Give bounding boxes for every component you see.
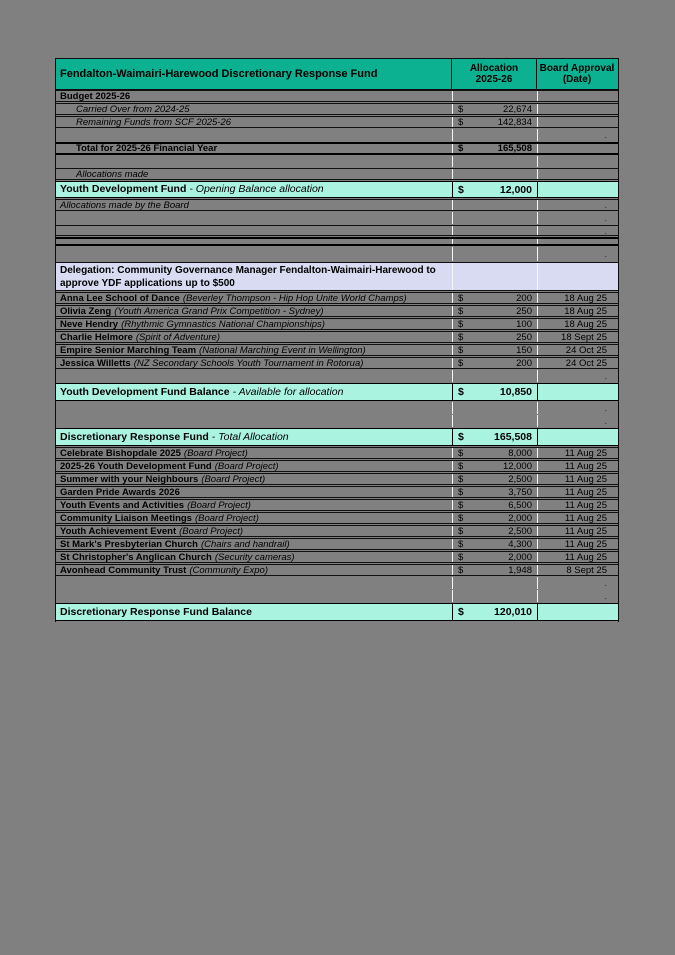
currency-symbol: $: [458, 293, 464, 303]
cell-approval-date[interactable]: [537, 319, 618, 329]
cell-description[interactable]: [56, 474, 452, 484]
description-italic-text: (Board Project): [201, 474, 266, 484]
cell-allocation-amount[interactable]: [452, 461, 537, 471]
cell-description[interactable]: [56, 415, 452, 427]
cell-artifact-dot: .: [604, 200, 607, 210]
cell-description[interactable]: [56, 104, 452, 114]
cell-approval-date[interactable]: [537, 239, 618, 244]
cell-description[interactable]: [56, 129, 452, 141]
row-grant: [56, 305, 618, 317]
cell-allocation-amount[interactable]: [452, 429, 537, 445]
cell-allocation-amount[interactable]: [452, 604, 537, 620]
cell-approval-date[interactable]: [537, 293, 618, 303]
cell-approval-date[interactable]: [537, 415, 618, 427]
allocation-value: 200: [516, 293, 532, 303]
description-italic-text: (Beverley Thompson - Hip Hop Unite World Champs): [182, 293, 407, 303]
cell-description[interactable]: [56, 526, 452, 536]
allocation-value: 12,000: [502, 461, 532, 471]
row-blank: [56, 577, 618, 589]
cell-description[interactable]: [56, 306, 452, 316]
description-bold-text: Jessica Willetts: [60, 358, 131, 368]
row-grant: [56, 551, 618, 563]
row-drf-balance: [56, 603, 618, 621]
table-header-row: [56, 58, 618, 90]
cell-allocation-amount[interactable]: [452, 552, 537, 562]
cell-description[interactable]: [56, 500, 452, 510]
cell-allocation-amount[interactable]: [452, 358, 537, 368]
cell-description[interactable]: [56, 370, 452, 382]
cell-approval-date[interactable]: [537, 474, 618, 484]
description-italic-text: (Security cameras): [214, 552, 295, 562]
allocation-value: 142,834: [497, 117, 532, 127]
cell-allocation-amount[interactable]: [452, 212, 537, 224]
description-italic-text: (Board Project): [194, 513, 259, 523]
description-bold-text: Celebrate Bishopdale 2025: [60, 448, 181, 458]
cell-description[interactable]: [56, 182, 452, 197]
cell-approval-date[interactable]: [537, 91, 618, 101]
cell-approval-date[interactable]: [537, 306, 618, 316]
header-cell-board-approval[interactable]: [536, 59, 617, 89]
description-italic-text: (Rhythmic Gymnastics National Championships): [121, 319, 325, 329]
currency-symbol: $: [458, 539, 464, 549]
currency-symbol: $: [458, 117, 464, 127]
cell-description[interactable]: [56, 513, 452, 523]
cell-description[interactable]: [56, 319, 452, 329]
cell-artifact-dot: .: [604, 578, 607, 588]
description-bold-text: Total for 2025-26 Financial Year: [76, 144, 218, 153]
row-blank: [56, 415, 618, 427]
cell-allocation-amount[interactable]: [452, 263, 537, 290]
cell-description[interactable]: [56, 604, 452, 620]
cell-allocation-amount[interactable]: [452, 332, 537, 342]
cell-approval-date[interactable]: [537, 487, 618, 497]
allocation-value: 12,000: [499, 183, 532, 196]
row-blank: [56, 129, 618, 141]
approval-date-value: 11 Aug 25: [564, 526, 607, 536]
currency-symbol: $: [458, 500, 464, 510]
cell-description[interactable]: [56, 429, 452, 445]
cell-artifact-dot: .: [604, 249, 607, 259]
approval-date-value: 24 Oct 25: [565, 345, 607, 355]
cell-description[interactable]: [56, 200, 452, 210]
row-allocations-made: [56, 168, 618, 180]
cell-allocation-amount[interactable]: [452, 91, 537, 101]
currency-symbol: $: [458, 487, 464, 497]
cell-approval-date[interactable]: [537, 539, 618, 549]
row-blank: [56, 247, 618, 261]
cell-approval-date[interactable]: [537, 448, 618, 458]
cell-artifact-dot: .: [604, 213, 607, 223]
cell-approval-date[interactable]: [537, 263, 618, 290]
cell-description[interactable]: [56, 590, 452, 602]
description-bold-text: Summer with your Neighbours: [60, 474, 199, 484]
allocation-value: 150: [516, 345, 532, 355]
row-blank: [56, 212, 618, 224]
approval-date-value: 11 Aug 25: [564, 513, 607, 523]
cell-allocation-amount[interactable]: [452, 117, 537, 127]
cell-approval-date[interactable]: [537, 332, 618, 342]
cell-description[interactable]: [56, 565, 452, 575]
cell-allocation-amount[interactable]: [452, 169, 537, 179]
cell-description[interactable]: [56, 293, 452, 303]
row-carried-over: [56, 103, 618, 115]
cell-description[interactable]: [56, 263, 452, 290]
cell-approval-date[interactable]: [537, 169, 618, 179]
approval-date-value: 11 Aug 25: [564, 461, 607, 471]
cell-approval-date[interactable]: [537, 370, 618, 382]
currency-symbol: $: [458, 306, 464, 316]
cell-description[interactable]: [56, 539, 452, 549]
description-bold-text: Budget 2025-26: [60, 91, 131, 101]
cell-artifact-dot: .: [604, 239, 607, 244]
cell-approval-date[interactable]: [537, 461, 618, 471]
cell-allocation-amount[interactable]: [452, 487, 537, 497]
cell-allocation-amount[interactable]: [452, 513, 537, 523]
description-bold-text: St Christopher's Anglican Church: [60, 552, 212, 562]
description-italic-text: (Community Expo): [189, 565, 268, 575]
currency-symbol: $: [458, 474, 464, 484]
row-grant: [56, 331, 618, 343]
description-bold-text: St Mark's Presbyterian Church: [60, 539, 198, 549]
currency-symbol: $: [458, 565, 464, 575]
row-grant: [56, 486, 618, 498]
row-grant: [56, 447, 618, 459]
currency-symbol: $: [458, 183, 464, 196]
row-grant: [56, 499, 618, 511]
description-bold-text: Youth Development Fund: [60, 183, 187, 195]
allocation-value: 165,508: [497, 144, 532, 153]
approval-date-value: 24 Oct 25: [565, 358, 607, 368]
cell-description[interactable]: [56, 577, 452, 589]
cell-approval-date[interactable]: [537, 565, 618, 575]
currency-symbol: $: [458, 552, 464, 562]
cell-description[interactable]: [56, 332, 452, 342]
cell-allocation-amount[interactable]: [452, 182, 537, 197]
cell-description[interactable]: [56, 461, 452, 471]
cell-description[interactable]: [56, 247, 452, 261]
currency-symbol: $: [458, 431, 464, 443]
cell-allocation-amount[interactable]: [452, 448, 537, 458]
allocation-value: 4,300: [508, 539, 532, 549]
cell-artifact-dot: .: [604, 130, 607, 140]
description-italic-text: Allocations made: [76, 169, 149, 179]
cell-approval-date[interactable]: [537, 144, 618, 153]
row-drf-total: [56, 428, 618, 446]
description-italic-text: Remaining Funds from SCF 2025-26: [76, 117, 232, 127]
allocation-value: 6,500: [508, 500, 532, 510]
cell-description[interactable]: [56, 144, 452, 153]
approval-date-value: 18 Aug 25: [564, 319, 607, 329]
cell-approval-date[interactable]: [537, 429, 618, 445]
cell-description[interactable]: [56, 552, 452, 562]
row-budget-heading: [56, 90, 618, 102]
row-total-financial-year: [56, 142, 618, 155]
row-ydf-balance: [56, 383, 618, 401]
cell-approval-date[interactable]: [537, 577, 618, 589]
cell-approval-date[interactable]: [537, 129, 618, 141]
description-bold-text: Avonhead Community Trust: [60, 565, 187, 575]
allocation-value: 2,500: [508, 474, 532, 484]
cell-allocation-amount[interactable]: [452, 474, 537, 484]
approval-date-value: 11 Aug 25: [564, 539, 607, 549]
cell-allocation-amount[interactable]: [452, 345, 537, 355]
currency-symbol: $: [458, 606, 464, 618]
cell-approval-date[interactable]: [537, 402, 618, 414]
approval-date-value: 11 Aug 25: [564, 487, 607, 497]
cell-allocation-amount[interactable]: [452, 539, 537, 549]
cell-description[interactable]: [56, 384, 452, 400]
approval-date-value: 18 Aug 25: [564, 293, 607, 303]
header-cell-fund-title[interactable]: Fendalton-Waimairi-Harewood Discretionary Response Fund: [60, 68, 378, 80]
spreadsheet-table: [55, 58, 619, 622]
cell-allocation-amount[interactable]: [452, 293, 537, 303]
header-approval-label: Board Approval (Date): [539, 62, 615, 85]
currency-symbol: $: [458, 144, 464, 153]
description-bold-text: Youth Achievement Event: [60, 526, 177, 536]
description-italic-text: (NZ Secondary Schools Youth Tournament in Rotorua): [133, 358, 364, 368]
cell-allocation-amount[interactable]: [452, 384, 537, 400]
cell-artifact-dot: .: [604, 371, 607, 381]
description-italic-text: Carried Over from 2024-25: [76, 104, 190, 114]
row-grant: [56, 512, 618, 524]
description-italic-text: - Total Allocation: [211, 430, 289, 443]
description-italic-text: (Board Project): [187, 500, 251, 510]
cell-allocation-amount[interactable]: [452, 156, 537, 167]
cell-allocation-amount[interactable]: [452, 500, 537, 510]
cell-allocation-amount[interactable]: [452, 239, 537, 244]
cell-allocation-amount[interactable]: [452, 526, 537, 536]
description-italic-text: - Opening Balance allocation: [189, 183, 324, 195]
cell-approval-date[interactable]: [537, 182, 618, 197]
cell-approval-date[interactable]: [537, 358, 618, 368]
cell-allocation-amount[interactable]: [452, 226, 537, 235]
cell-description[interactable]: [56, 402, 452, 414]
description-italic-text: (Board Project): [214, 461, 279, 471]
description-bold-text: Olivia Zeng: [60, 306, 112, 316]
allocation-value: 165,508: [494, 431, 532, 443]
cell-allocation-amount[interactable]: [452, 104, 537, 114]
row-grant: [56, 292, 618, 304]
cell-description[interactable]: [56, 91, 452, 101]
cell-allocation-amount[interactable]: [452, 247, 537, 261]
approval-date-value: 18 Sept 25: [561, 332, 607, 342]
approval-date-value: 11 Aug 25: [564, 448, 607, 458]
description-bold-text: Delegation: Community Governance Manager Fendalton-Waimairi-Harewood to approve YDF applications up to $500: [60, 265, 436, 289]
allocation-value: 200: [516, 358, 532, 368]
allocation-value: 10,850: [499, 386, 532, 398]
description-italic-text: (Board Project): [179, 526, 244, 536]
table-body: [56, 90, 618, 621]
currency-symbol: $: [458, 104, 464, 114]
currency-symbol: $: [458, 319, 464, 329]
cell-allocation-amount[interactable]: [452, 577, 537, 589]
cell-description[interactable]: [56, 117, 452, 127]
description-italic-text: (Youth America Grand Prix Competition - Sydney): [114, 306, 324, 316]
currency-symbol: $: [458, 513, 464, 523]
allocation-value: 2,000: [508, 552, 532, 562]
cell-allocation-amount[interactable]: [452, 129, 537, 141]
description-bold-text: Anna Lee School of Dance: [60, 293, 180, 303]
description-bold-text: Neve Hendry: [60, 319, 119, 329]
description-italic-text: (Board Project): [183, 448, 248, 458]
cell-description[interactable]: [56, 345, 452, 355]
currency-symbol: $: [458, 386, 464, 398]
cell-allocation-amount[interactable]: [452, 370, 537, 382]
approval-date-value: 8 Sept 25: [566, 565, 607, 575]
approval-date-value: 11 Aug 25: [564, 474, 607, 484]
allocation-value: 1,948: [508, 565, 532, 575]
row-grant: [56, 538, 618, 550]
cell-allocation-amount[interactable]: [452, 415, 537, 427]
row-blank: [56, 225, 618, 236]
description-bold-text: Discretionary Response Fund Balance: [60, 605, 252, 618]
row-grant: [56, 473, 618, 485]
cell-artifact-dot: .: [604, 226, 607, 235]
allocation-value: 2,500: [508, 526, 532, 536]
description-bold-text: Youth Events and Activities: [60, 500, 185, 510]
cell-approval-date[interactable]: [537, 247, 618, 261]
cell-approval-date[interactable]: [537, 117, 618, 127]
allocation-value: 8,000: [508, 448, 532, 458]
description-bold-text: Community Liaison Meetings: [60, 513, 192, 523]
description-italic-text: (Chairs and handrail): [200, 539, 290, 549]
cell-approval-date[interactable]: [537, 513, 618, 523]
cell-allocation-amount[interactable]: [452, 590, 537, 602]
cell-allocation-amount[interactable]: [452, 565, 537, 575]
description-bold-text: Empire Senior Marching Team: [60, 345, 197, 355]
allocation-value: 3,750: [508, 487, 532, 497]
cell-approval-date[interactable]: [537, 590, 618, 602]
approval-date-value: 11 Aug 25: [564, 500, 607, 510]
cell-artifact-dot: .: [604, 591, 607, 601]
description-bold-text: 2025-26 Youth Development Fund: [60, 461, 212, 471]
currency-symbol: $: [458, 345, 464, 355]
description-bold-text: Youth Development Fund Balance: [60, 385, 230, 398]
cell-artifact-dot: .: [604, 416, 607, 426]
cell-approval-date[interactable]: [537, 156, 618, 167]
row-grant: [56, 564, 618, 576]
approval-date-value: 11 Aug 25: [564, 552, 607, 562]
cell-approval-date[interactable]: [537, 500, 618, 510]
allocation-value: 250: [516, 306, 532, 316]
row-blank: [56, 370, 618, 382]
cell-approval-date[interactable]: [537, 526, 618, 536]
row-delegation-heading: [56, 262, 618, 291]
row-grant: [56, 344, 618, 356]
allocation-value: 100: [516, 319, 532, 329]
cell-approval-date[interactable]: [537, 104, 618, 114]
cell-description[interactable]: [56, 239, 452, 244]
cell-description[interactable]: [56, 169, 452, 179]
cell-approval-date[interactable]: [537, 212, 618, 224]
cell-approval-date[interactable]: [537, 604, 618, 620]
cell-approval-date[interactable]: [537, 226, 618, 235]
cell-allocation-amount[interactable]: [452, 402, 537, 414]
description-italic-text: (Spirit of Adventure): [135, 332, 221, 342]
row-grant: [56, 318, 618, 330]
description-bold-text: Discretionary Response Fund: [60, 430, 209, 443]
cell-approval-date[interactable]: [537, 345, 618, 355]
currency-symbol: $: [458, 448, 464, 458]
cell-description[interactable]: [56, 226, 452, 235]
cell-allocation-amount[interactable]: [452, 306, 537, 316]
row-allocations-by-board: [56, 199, 618, 211]
cell-artifact-dot: .: [604, 403, 607, 413]
description-italic-text: Allocations made by the Board: [60, 200, 189, 210]
description-italic-text: - Available for allocation: [232, 385, 344, 398]
row-grant: [56, 460, 618, 472]
row-remaining-funds: [56, 116, 618, 128]
cell-allocation-amount[interactable]: [452, 319, 537, 329]
description-bold-text: Charlie Helmore: [60, 332, 133, 342]
allocation-value: 22,674: [502, 104, 532, 114]
currency-symbol: $: [458, 332, 464, 342]
row-ydf-opening: [56, 181, 618, 198]
row-grant: [56, 525, 618, 537]
cell-description[interactable]: [56, 212, 452, 224]
cell-approval-date[interactable]: [537, 200, 618, 210]
cell-approval-date[interactable]: [537, 384, 618, 400]
approval-date-value: 18 Aug 25: [564, 306, 607, 316]
currency-symbol: $: [458, 461, 464, 471]
allocation-value: 120,010: [494, 606, 532, 618]
row-blank: [56, 402, 618, 414]
allocation-value: 2,000: [508, 513, 532, 523]
header-allocation-label: Allocation 2025-26: [469, 62, 519, 85]
currency-symbol: $: [458, 358, 464, 368]
cell-approval-date[interactable]: [537, 552, 618, 562]
row-grant: [56, 357, 618, 369]
header-cell-allocation[interactable]: [451, 59, 536, 89]
cell-description[interactable]: [56, 358, 452, 368]
row-blank: [56, 237, 618, 246]
row-blank: [56, 590, 618, 602]
row-blank: [56, 156, 618, 167]
description-italic-text: (National Marching Event in Wellington): [199, 345, 366, 355]
cell-allocation-amount[interactable]: [452, 200, 537, 210]
description-bold-text: Garden Pride Awards 2026: [60, 487, 180, 497]
currency-symbol: $: [458, 526, 464, 536]
allocation-value: 250: [516, 332, 532, 342]
cell-description[interactable]: [56, 487, 452, 497]
cell-allocation-amount[interactable]: [452, 144, 537, 153]
cell-description[interactable]: [56, 448, 452, 458]
cell-description[interactable]: [56, 156, 452, 167]
